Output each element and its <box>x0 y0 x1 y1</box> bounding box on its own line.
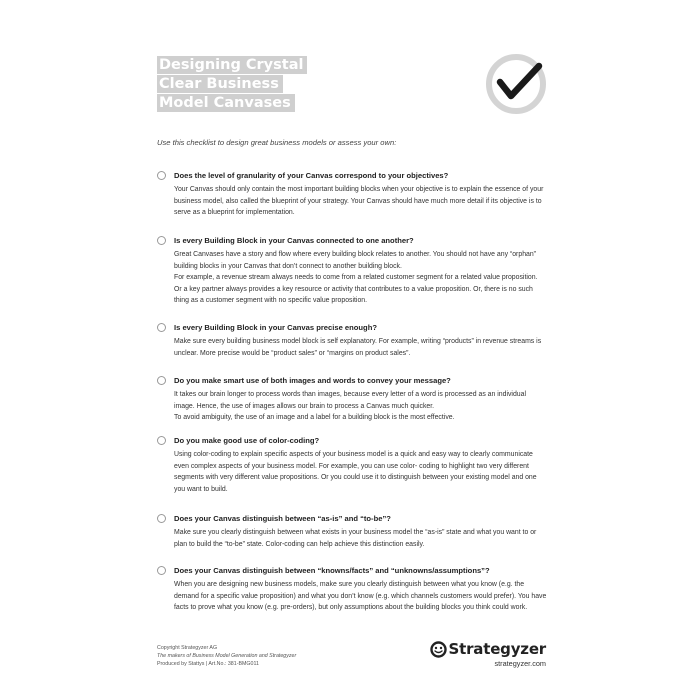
answer-paragraph: To avoid ambiguity, the use of an image and a label for a building block is the most effective. <box>174 414 455 421</box>
intro-text: Use this checklist to design great business models or assess your own: <box>157 138 397 147</box>
question-text: Does your Canvas distinguish between “knowns/facts” and “unknowns/assumptions”? <box>174 566 490 575</box>
answer-text <box>174 336 547 359</box>
answer-text <box>174 579 547 614</box>
title-line-1: Designing Crystal <box>157 56 307 74</box>
answer-paragraph: Your Canvas should only contain the most important building blocks when your objective is to explain the essence of your business model, also called the blueprint of your strategy. Your Canvas should have much more detail if its objective is to serve as a blueprint for implementation. <box>174 186 544 216</box>
checklist-item-images-words <box>157 376 547 424</box>
question-text: Is every Building Block in your Canvas precise enough? <box>174 323 377 332</box>
radio-circle-icon[interactable] <box>157 436 166 445</box>
checkmark-circle-icon <box>486 54 546 114</box>
strategyzer-logo-icon <box>430 641 447 658</box>
radio-circle-icon[interactable] <box>157 514 166 523</box>
question-text: Is every Building Block in your Canvas connected to one another? <box>174 236 414 245</box>
question-text: Does your Canvas distinguish between “as-is” and “to-be”? <box>174 514 391 523</box>
title-line-2: Clear Business <box>157 75 283 93</box>
brand-block <box>426 640 546 668</box>
answer-text <box>174 527 547 550</box>
brand-url[interactable]: strategyzer.com <box>494 659 546 668</box>
answer-text <box>174 184 547 219</box>
answer-text <box>174 249 547 307</box>
question-text: Do you make good use of color-coding? <box>174 436 320 445</box>
checklist-item-as-is-to-be <box>157 514 547 550</box>
answer-paragraph: Using color-coding to explain specific aspects of your business model is a quick and easy way to clearly communicate even complex aspects of your business model. For example, you can use color- coding to highlight two very different segments with very different value propositions. Or you could use it to distinguish between your existing model and one you want to build. <box>174 451 537 493</box>
title-line-3: Model Canvases <box>157 94 295 112</box>
question-text: Does the level of granularity of your Canvas correspond to your objectives? <box>174 171 449 180</box>
answer-text <box>174 389 547 424</box>
answer-paragraph: It takes our brain longer to process words than images, because every letter of a word is processed as an individual image. Hence, the use of images allows our brain to process a Canvas much quicker. <box>174 391 526 410</box>
checklist-item-granularity <box>157 171 547 219</box>
checklist-item-connected <box>157 236 547 307</box>
footer-copyright: Copyright Strategyzer AG <box>157 645 218 651</box>
footer-credits <box>157 644 296 668</box>
answer-paragraph: Great Canvases have a story and flow where every building block relates to another. You should not have any “orphan” building blocks in your Canvas that don’t connect to another building block. <box>174 251 536 270</box>
radio-circle-icon[interactable] <box>157 376 166 385</box>
page-title <box>157 56 327 113</box>
answer-paragraph: Make sure every building business model block is self explanatory. For example, writing “products” in revenue streams is unclear. More precise would be “product sales” or “margins on product sales”. <box>174 338 542 357</box>
answer-text <box>174 449 547 495</box>
question-text: Do you make smart use of both images and words to convey your message? <box>174 376 451 385</box>
answer-paragraph: Make sure you clearly distinguish between what exists in your business model the “as-is” state and what you want to or plan to build the “to-be” state. Color-coding can help achieve this distinction easily. <box>174 529 537 548</box>
checklist-item-precise <box>157 323 547 359</box>
footer-produced: Produced by Stattys | Art.No.: 381-BMG011 <box>157 661 259 667</box>
checklist-item-knowns-unknowns <box>157 566 547 614</box>
radio-circle-icon[interactable] <box>157 566 166 575</box>
radio-circle-icon[interactable] <box>157 171 166 180</box>
answer-paragraph: For example, a revenue stream always needs to come from a related customer segment for a related value proposition. Or a key partner always provides a key resource or activity that contributes to a value proposition. Or, there is no such thing as a customer segment with no specific value proposition. <box>174 274 538 304</box>
brand-name: Strategyzer <box>448 640 546 658</box>
checklist-item-color-coding <box>157 436 547 495</box>
radio-circle-icon[interactable] <box>157 236 166 245</box>
footer-tagline: The makers of Business Model Generation and Strategyzer <box>157 653 297 659</box>
radio-circle-icon[interactable] <box>157 323 166 332</box>
answer-paragraph: When you are designing new business models, make sure you clearly distinguish between what you know (e.g. the demand for a specific value proposition) and what you don’t know (e.g. which channels customers would prefer). You have facts to prove what you know (e.g. pre-orders), but only assumptions about the building blocks you think could work. <box>174 581 547 611</box>
